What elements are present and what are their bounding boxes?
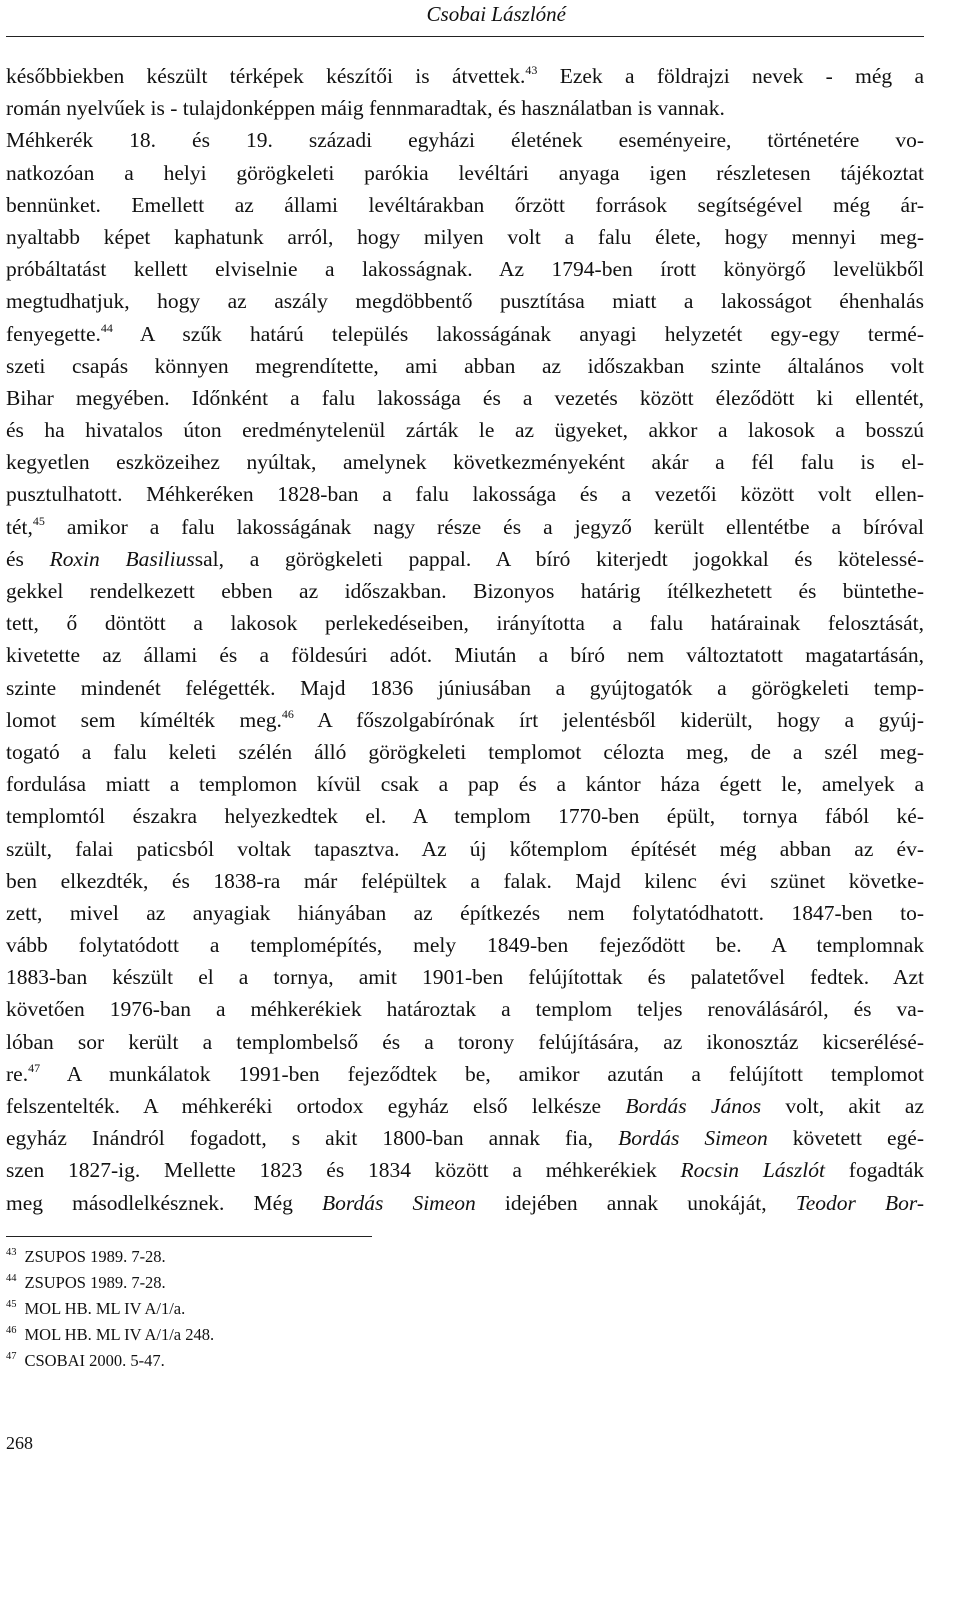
- text-line: szen 1827-ig. Mellette 1823 és 1834 között a méhkerékiek Rocsin Lászlót fogadták: [6, 1158, 925, 1183]
- header-rule: [6, 36, 924, 37]
- text-line: felszentelték. A méhkeréki ortodox egyház első lelkésze Bordás János volt, akit az: [6, 1094, 924, 1118]
- footnote: [6, 1296, 606, 1322]
- text-line: szinte mindenét felégették. Majd 1836 júniusában a gyújtogatók a görögkeleti temp-: [6, 675, 924, 700]
- text-line: megtudhatjuk, hogy az aszály megdöbbentő pusztítása miatt a lakosságot éhenhalás: [6, 289, 924, 314]
- footnote-text: MOL HB. ML IV A/1/a.: [24, 1299, 186, 1318]
- text-line: fenyegette.$^{44}$ A szűk határú település lakosságának anyagi helyzetét egy-egy termé-: [6, 320, 924, 346]
- text-line: román nyelvűek is - tulajdonképpen máig fennmaradtak, és használatban is vannak.: [6, 96, 725, 121]
- text-line: későbbiekben készült térképek készítői is átvettek.$^{43}$ Ezek a földrajzi nevek - még a: [6, 63, 925, 88]
- text-line: 1883-ban készült el a tornya, amit 1901-ben felújítottak és palatetővel fedtek. Azt: [6, 965, 924, 990]
- text-line: és ha hivatalos úton eredménytelenül zárták le az ügyeket, akkor a lakosok a bosszú: [6, 418, 924, 443]
- footnote-number: 44: [6, 1273, 17, 1284]
- text-line: pusztulhatott. Méhkeréken 1828-ban a falu lakossága és a vezetői között volt ellen-: [6, 482, 924, 507]
- text-line: togató a falu keleti szélén álló görögkeleti templomot célozta meg, de a szél meg-: [6, 739, 924, 764]
- text-line: bennünket. Emellett az állami levéltárakban őrzött források segítségével még ár-: [6, 192, 924, 217]
- text-line: fordulása miatt a templomon kívül csak a pap és a kántor háza égett le, amelyek a: [6, 772, 924, 797]
- text-line: templomtól északra helyezkedtek el. A templom 1770-ben épült, tornya fából ké-: [6, 804, 924, 829]
- text-line: szült, falai paticsból voltak tapasztva. Az új kőtemplom építését még abban az év-: [6, 836, 924, 861]
- text-line: natkozóan a helyi görögkeleti parókia levéltári anyaga igen részletesen tájékoztat: [6, 160, 924, 185]
- footnote: [6, 1244, 606, 1270]
- text-line: ben elkezdték, és 1838-ra már felépültek a falak. Majd kilenc évi szünet követke-: [6, 868, 924, 893]
- footnote-rule: [6, 1236, 372, 1237]
- footnote-number: 43: [6, 1247, 17, 1258]
- footnote-number: 46: [6, 1325, 17, 1336]
- text-line: tét,$^{45}$ amikor a falu lakosságának nagy része és a jegyző került ellentétbe a bíróval: [6, 513, 924, 539]
- text-line: szeti csapás könnyen megrendítette, ami abban az időszakban szinte általános volt: [6, 353, 924, 378]
- text-line: Méhkerék 18. és 19. századi egyházi életének eseményeire, történetére vo-: [6, 128, 924, 153]
- text-line: vább folytatódott a templomépítés, mely 1849-ben fejeződött be. A templomnak: [6, 933, 924, 958]
- text-line: nyaltabb képet kaphatunk arról, hogy milyen volt a falu élete, hogy mennyi meg-: [6, 224, 924, 249]
- text-line: lomot sem kímélték meg.$^{46}$ A főszolgabírónak írt jelentésből kiderült, hogy a gyúj-: [6, 706, 924, 732]
- text-line: kivetette az állami és a földesúri adót. Miután a bíró nem változtatott magatartásán,: [6, 643, 924, 668]
- text-line: kegyetlen eszközeihez nyúltak, amelynek következményeként akár a fél falu is el-: [6, 450, 924, 475]
- text-line: próbáltatást kellett elviselnie a lakosságnak. Az 1794-ben írott könyörgő levelükből: [6, 257, 924, 282]
- footnote: [6, 1348, 606, 1374]
- text-line: tett, ő döntött a lakosok perlekedéseiben, irányította a falu határainak felosztását,: [6, 611, 924, 636]
- text-line: re.$^{47}$ A munkálatok 1991-ben fejeződtek be, amikor azután a felújított templomot: [6, 1060, 924, 1086]
- text-line: követően 1976-ban a méhkerékiek határoztak a templom teljes renoválásáról, és va-: [6, 997, 924, 1022]
- text-line: zett, mivel az anyagiak hiányában az építkezés nem folytatódhatott. 1847-ben to-: [6, 900, 924, 925]
- text-line: meg másodlelkésznek. Még Bordás Simeon idejében annak unokáját, Teodor Bor-: [6, 1190, 924, 1215]
- footnote-number: 45: [6, 1299, 17, 1310]
- footnote-number: 47: [6, 1351, 17, 1362]
- text-line: gekkel rendelkezett ebben az időszakban. Bizonyos határig ítélkezhetett és büntethe-: [6, 579, 924, 603]
- page-number: 268: [6, 1433, 33, 1453]
- footnote-text: ZSUPOS 1989. 7-28.: [24, 1247, 166, 1266]
- running-header: [0, 0, 960, 38]
- text-line: egyház Inándról fogadott, s akit 1800-ban annak fia, Bordás Simeon követett egé-: [6, 1126, 924, 1151]
- text-line: lóban sor került a templombelső és a torony felújítására, az ikonosztáz kicserélésé-: [6, 1029, 924, 1054]
- header-author: Csobai Lászlóné: [426, 2, 566, 26]
- footnotes: [6, 1244, 606, 1374]
- footnote-text: MOL HB. ML IV A/1/a 248.: [24, 1325, 215, 1344]
- text-line: és Roxin Basiliussal, a görögkeleti pappal. A bíró kiterjedt jogokkal és kötelessé-: [6, 546, 924, 571]
- text-line: Bihar megyében. Időnként a falu lakossága és a vezetés között éleződött ki ellentét,: [6, 385, 924, 410]
- footnote-text: ZSUPOS 1989. 7-28.: [24, 1273, 166, 1292]
- footnote: [6, 1322, 606, 1348]
- footnote: [6, 1270, 606, 1296]
- footnote-text: CSOBAI 2000. 5-47.: [24, 1351, 165, 1370]
- main-text: [6, 60, 924, 1219]
